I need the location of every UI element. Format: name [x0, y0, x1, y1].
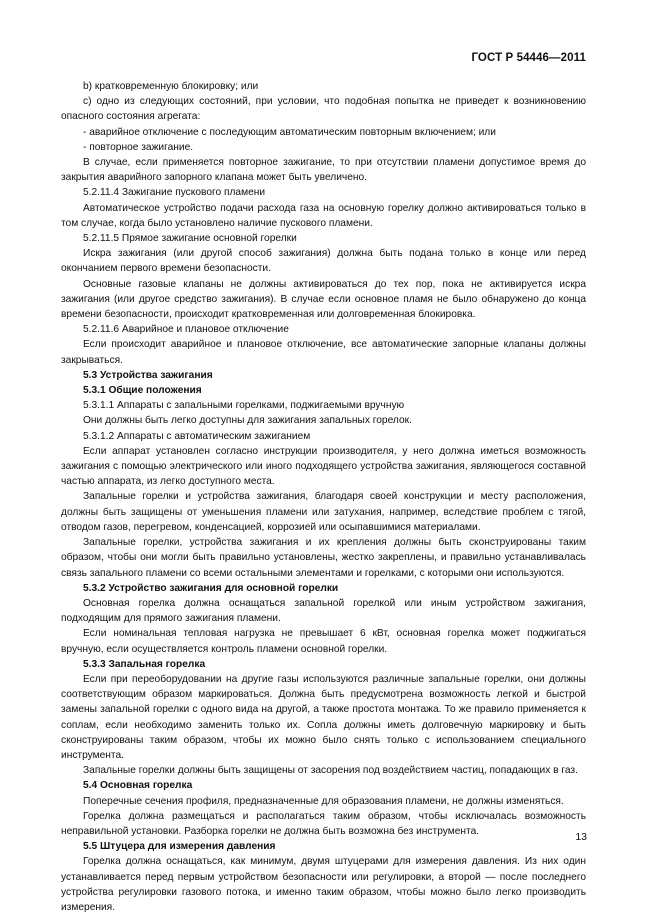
section-heading: 5.3.1 Общие положения — [83, 385, 202, 397]
body-paragraph: Если аппарат установлен согласно инструкции производителя, у него должна иметься возможность зажигания с помощью электрического или иного подходящего устройства зажигания, являющегося составной частью аппарата, из легко доступного места. — [61, 445, 586, 488]
section-heading: 5.4 Основная горелка — [83, 780, 193, 792]
body-paragraph: В случае, если применяется повторное зажигание, то при отсутствии пламени допустимое время до закрытия аварийного запорного клапана может быть увеличено. — [61, 157, 586, 184]
body-paragraph: Поперечные сечения профиля, предназначенные для образования пламени, не должны изменяться. — [83, 795, 564, 807]
body-paragraph: 5.2.11.4 Зажигание пускового пламени — [83, 187, 266, 199]
body-paragraph: Искра зажигания (или другой способ зажигания) должна быть подана только в конце или перед окончанием первого времени безопасности. — [61, 248, 586, 275]
section-heading: 5.5 Штуцера для измерения давления — [83, 841, 276, 853]
body-paragraph: Если при переоборудовании на другие газы используются различные запальные горелки, они должны соответствующим образом маркироваться. Должна быть предусмотрена возможность легкой и быстрой замены запальной горелки с одного вида на другой, а также простота монтажа. То же правило применяется к соплам, если необходимо заменить только их. Сопла должны иметь долговечную маркировку и быть сконструированы таким образом, чтобы их можно было снять только с использованием специального инструмента. — [61, 673, 586, 761]
body-paragraph: 5.2.11.6 Аварийное и плановое отключение — [83, 324, 289, 336]
body-paragraph: 5.2.11.5 Прямое зажигание основной горелки — [83, 233, 297, 245]
body-paragraph: Если происходит аварийное и плановое отключение, все автоматические запорные клапаны должны закрываться. — [61, 339, 586, 366]
body-paragraph: с) одно из следующих состояний, при условии, что подобная попытка не приведет к возникновению опасного состояния агрегата: — [61, 96, 586, 123]
body-paragraph: Если номинальная тепловая нагрузка не превышает 6 кВт, основная горелка может поджигаться вручную, если осуществляется контроль пламени основной горелки. — [61, 628, 586, 655]
section-heading: 5.3.3 Запальная горелка — [83, 658, 206, 670]
body-paragraph: Они должны быть легко доступны для зажигания запальных горелок. — [83, 415, 412, 427]
body-paragraph: - повторное зажигание. — [83, 141, 194, 153]
section-heading: 5.3 Устройства зажигания — [83, 369, 213, 381]
body-paragraph: Запальные горелки должны быть защищены от засорения под воздействием частиц, попадающих в газ. — [83, 765, 578, 777]
body-paragraph: Горелка должна размещаться и располагаться таким образом, чтобы исключалась возможность неправильной установки. Разборка горелки не должна быть возможна без инструмента. — [61, 810, 586, 837]
body-paragraph: Запальные горелки и устройства зажигания, благодаря своей конструкции и месту расположения, должны быть защищены от уменьшения пламени или затухания, например, вследствие проблем с тягой, отводом газов, перегревом, конденсацией, коррозией или осыпавшимися материалами. — [61, 491, 586, 533]
standard-header: ГОСТ Р 54446—2011 — [471, 52, 586, 64]
body-paragraph: 5.3.1.2 Аппараты с автоматическим зажиганием — [83, 430, 311, 442]
body-paragraph: 5.3.1.1 Аппараты с запальными горелками, поджигаемыми вручную — [83, 400, 405, 412]
body-paragraph: Автоматическое устройство подачи расхода газа на основную горелку должно активироваться только в том случае, когда было установлено наличие пускового пламени. — [61, 202, 586, 229]
body-paragraph: Основные газовые клапаны не должны активироваться до тех пор, пока не активируется искра зажигания (или другое средство зажигания). В случае если основное пламя не было обнаружено до конца времени безопасности, происходит кратковременная или долговременная блокировка. — [61, 278, 586, 321]
body-paragraph: Основная горелка должна оснащаться запальной горелкой или иным устройством зажигания, подходящим для прямого зажигания пламени. — [61, 597, 586, 625]
body-paragraph: Горелка должна оснащаться, как минимум, двумя штуцерами для измерения давления. Из них один устанавливается перед первым устройством безопасности или регулировки, а второй — после последнего устройства регулировки газового потока, и именно таким образом, чтобы можно было легко производить измерения. — [61, 856, 586, 913]
document-body — [61, 79, 586, 915]
body-paragraph: b) кратковременную блокировку; или — [83, 81, 259, 92]
page-number: 13 — [575, 831, 587, 843]
section-heading: 5.3.2 Устройство зажигания для основной горелки — [83, 582, 339, 594]
body-paragraph: Запальные горелки, устройства зажигания и их крепления должны быть сконструированы таким образом, чтобы они могли быть правильно установлены, жестко закреплены, и правильно устанавливалась связь запального пламени со всеми остальными элементами и горелками, с которыми они используются. — [61, 537, 586, 579]
body-paragraph: - аварийное отключение с последующим автоматическим повторным включением; или — [83, 126, 496, 138]
